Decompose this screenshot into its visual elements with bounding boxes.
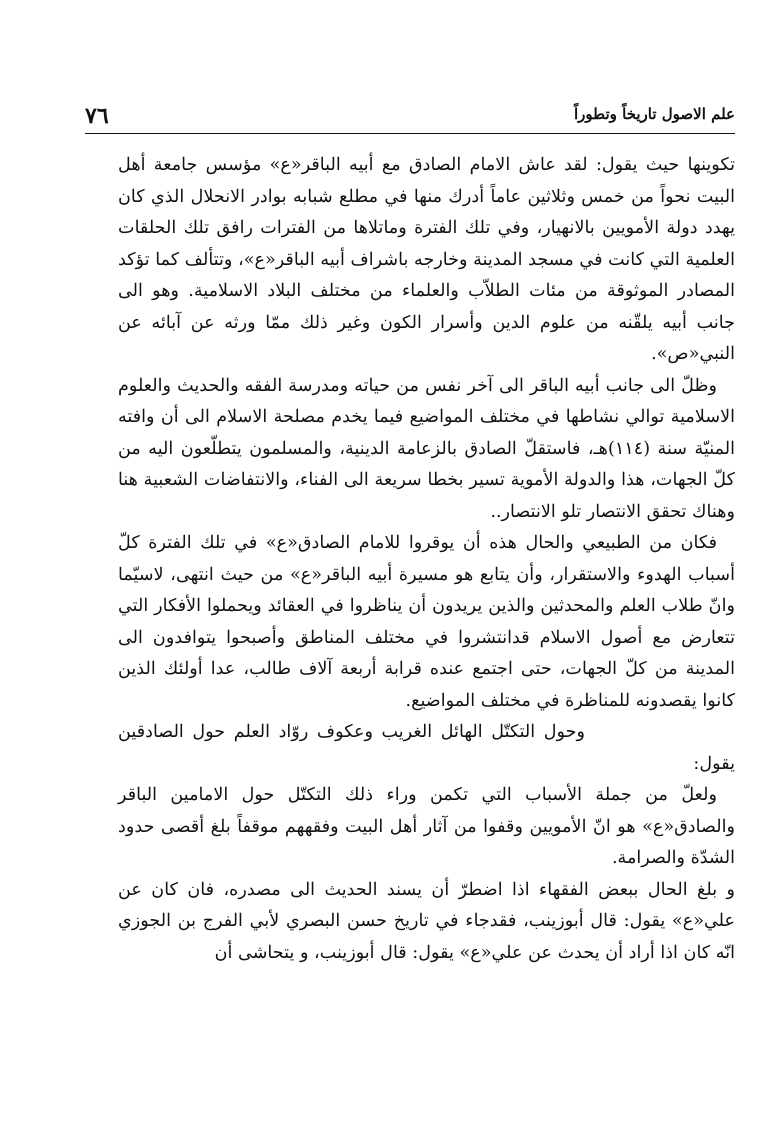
page-header bbox=[85, 103, 735, 133]
page-number: ٧٦ bbox=[85, 103, 109, 129]
paragraph-2: وظلّ الى جانب أبيه الباقر الى آخر نفس من حياته ومدرسة الفقه والحديث والعلوم الاسلامية توالي نشاطها في مختلف المواضيع فيما يخدم مصلحة الاسلام الى أن وافته المنيّة سنة (١١٤)هـ، فاستقلّ الصادق بالزعامة الدينية، والمسلمون يتطلّعون اليه من كلّ الجهات، هذا والدولة الأموية تسير بخطا سريعة الى الفناء، والانتفاضات الشعبية هنا وهناك تحقق الانتصار تلو الانتصار.. bbox=[118, 375, 735, 522]
running-title: علم الاصول تاريخاً وتطوراً bbox=[574, 105, 735, 123]
body-text bbox=[118, 150, 735, 969]
paragraph-1: تكوينها حيث يقول: لقد عاش الامام الصادق مع أبيه الباقر«ع» مؤسس جامعة أهل البيت نحواً من خمس وثلاثين عاماً أدرك منها في مطلع شبابه بوادر الانحلال الذي كان يهدد دولة الأمويين بالانهيار، وفي تلك الفترة وماتلاها من الفترات رافق تلك الحلقات العلمية التي كانت في مسجد المدينة وخارجه باشراف أبيه الباقر«ع»، وتتألف كما تؤكد المصادر الموثوقة من مئات الطلاّب والعلماء من مختلف البلاد الاسلامية. وهو الى جانب أبيه يلقّنه من علوم الدين وأسرار الكون وغير ذلك ممّا ورثه عن آبائه عن النبي«ص». bbox=[118, 155, 735, 364]
header-divider bbox=[85, 133, 735, 134]
paragraph-3: فكان من الطبيعي والحال هذه أن يوقروا للامام الصادق«ع» في تلك الفترة كلّ أسباب الهدوء والاستقرار، وأن يتابع هو مسيرة أبيه الباقر«ع» من حيث انتهى، لاسيّما وانّ طلاب العلم والمحدثين والذين يريدون أن يناظروا في العقائد ويحملوا الأفكار التي تتعارض مع أصول الاسلام قدانتشروا في مختلف المناطق وأصبحوا يتوافدون الى المدينة من كلّ الجهات، حتى اجتمع عنده قرابة أربعة آلاف طالب، عدا أولئك الذين كانوا يقصدونه للمناظرة في مختلف المواضيع. bbox=[118, 533, 735, 711]
paragraph-6: و بلغ الحال ببعض الفقهاء اذا اضطرّ أن يسند الحديث الى مصدره، فان كان عن علي«ع» يقول: قال أبوزينب، فقدجاء في تاريخ حسن البصري لأبي الفرج بن الجوزي انّه كان اذا أراد أن يحدث عن علي«ع» يقول: قال أبوزينب، و يتحاشى أن bbox=[118, 879, 735, 963]
paragraph-4: وحول التكتّل الهائل الغريب وعكوف روّاد العلم حول الصادقين يقول: bbox=[118, 722, 735, 774]
paragraph-5: ولعلّ من جملة الأسباب التي تكمن وراء ذلك التكتّل حول الامامين الباقر والصادق«ع» هو انّ الأمويين وقفوا من آثار أهل البيت وفقههم موقفاً بلغ أقصى حدود الشدّة والصرامة. bbox=[118, 785, 735, 868]
